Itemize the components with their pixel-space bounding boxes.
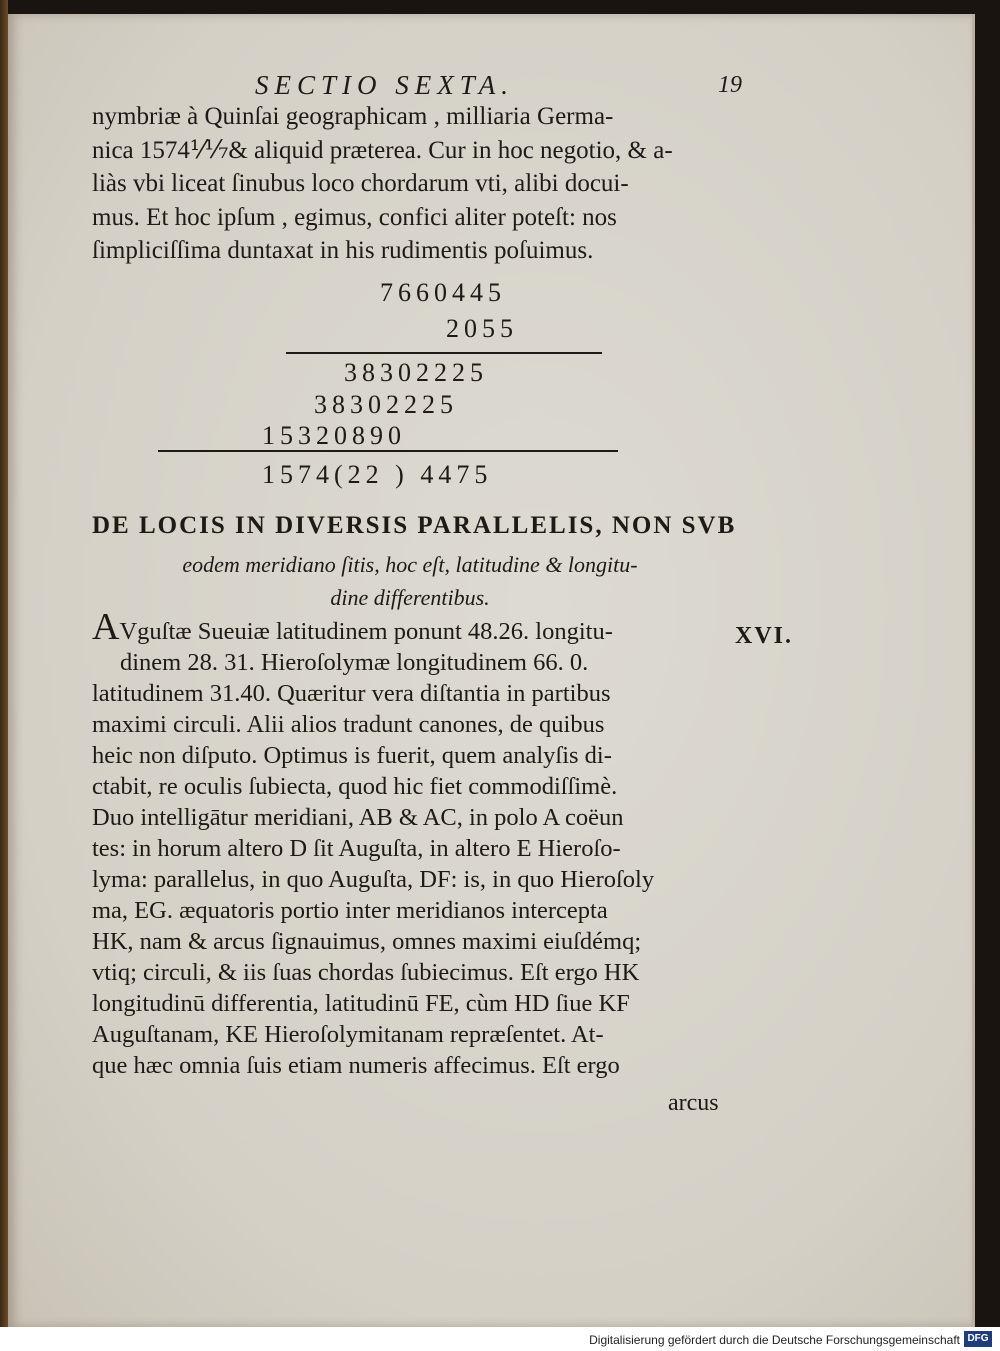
catchword: arcus — [668, 1090, 719, 1116]
multiplier: 2055 — [446, 314, 518, 343]
text-line: tes: in horum altero D ſit Auguſta, in altero E Hieroſo- — [92, 835, 621, 862]
text-line: longitudinū differentia, latitudinū FE, cùm HD ſiue KF — [92, 990, 630, 1017]
book-spine-edge — [0, 0, 8, 1351]
partial-product: 38302225 — [344, 358, 488, 387]
text-line: dinem 28. 31. Hieroſolymæ longitudinem 66. 0. — [120, 649, 589, 676]
text-line: liàs vbi liceat ſinubus loco chordarum vti, alibi docui- — [92, 170, 629, 197]
text-line: lyma: parallelus, in quo Auguſta, DF: is, in quo Hieroſoly — [92, 866, 655, 893]
text-line: nymbriæ à Quinſai geographicam , milliaria Germa- — [92, 103, 614, 130]
partial-product: 38302225 — [314, 390, 458, 419]
text-line: Duo intelligātur meridiani, AB & AC, in polo A coëun — [92, 804, 624, 831]
text-line: HK, nam & arcus ſignauimus, omnes maximi eiuſdémq; — [92, 928, 642, 955]
text-line: ctabit, re oculis ſubiecta, quod hic fiet commodiſſimè. — [92, 773, 618, 800]
subheading-line: eodem meridiano ſitis, hoc eſt, latitudine & longitu- — [182, 552, 638, 577]
first-text-line — [92, 606, 752, 648]
top-paragraph — [92, 100, 752, 268]
first-line-text: Vguſtæ Sueuiæ latitudinem ponunt 48.26. longitu- — [119, 618, 613, 645]
text-line: nica 1574⅟⅐& aliquid præterea. Cur in hoc negotio, & a- — [92, 136, 673, 164]
text-line: Auguſtanam, KE Hieroſolymitanam repræſentet. At- — [92, 1021, 604, 1048]
text-line: ma, EG. æquatoris portio inter meridianos intercepta — [92, 897, 608, 924]
section-heading: DE LOCIS IN DIVERSIS PARALLELIS, NON SVB — [92, 512, 737, 539]
main-paragraph — [92, 606, 752, 1081]
multiplicand: 7660445 — [380, 278, 506, 307]
text-line: mus. Et hoc ipſum , egimus, confici aliter poteſt: nos — [92, 203, 617, 231]
section-subheading — [130, 548, 690, 614]
subheading-line: dine differentibus. — [330, 585, 490, 610]
text-line: latitudinem 31.40. Quæritur vera diſtantia in partibus — [92, 680, 611, 707]
dfg-logo-icon: DFG — [964, 1331, 992, 1347]
partial-product: 15320890 — [262, 421, 406, 450]
calc-rule-lower — [158, 450, 618, 452]
drop-capital: A — [92, 606, 120, 648]
product-result: 1574(22 ) 4475 — [262, 460, 493, 489]
page-number: 19 — [718, 72, 742, 98]
text-line: que hæc omnia ſuis etiam numeris affecimus. Eſt ergo — [92, 1052, 620, 1079]
text-line: heic non diſputo. Optimus is fuerit, quem analyſis di- — [92, 742, 612, 769]
running-title: SECTIO SEXTA. — [255, 70, 514, 100]
text-line: maximi circuli. Alii alios tradunt canones, de quibus — [92, 711, 605, 738]
calc-rule-upper — [286, 352, 602, 354]
text-line: vtiq; circuli, & iis ſuas chordas ſubiecimus. Eſt ergo HK — [92, 959, 640, 986]
marginal-number: XVI. — [735, 623, 794, 649]
text-line: ſimpliciſſima duntaxat in his rudimentis poſuimus. — [92, 237, 594, 264]
funding-credit: Digitalisierung gefördert durch die Deutsche Forschungsgemeinschaft — [589, 1333, 960, 1347]
